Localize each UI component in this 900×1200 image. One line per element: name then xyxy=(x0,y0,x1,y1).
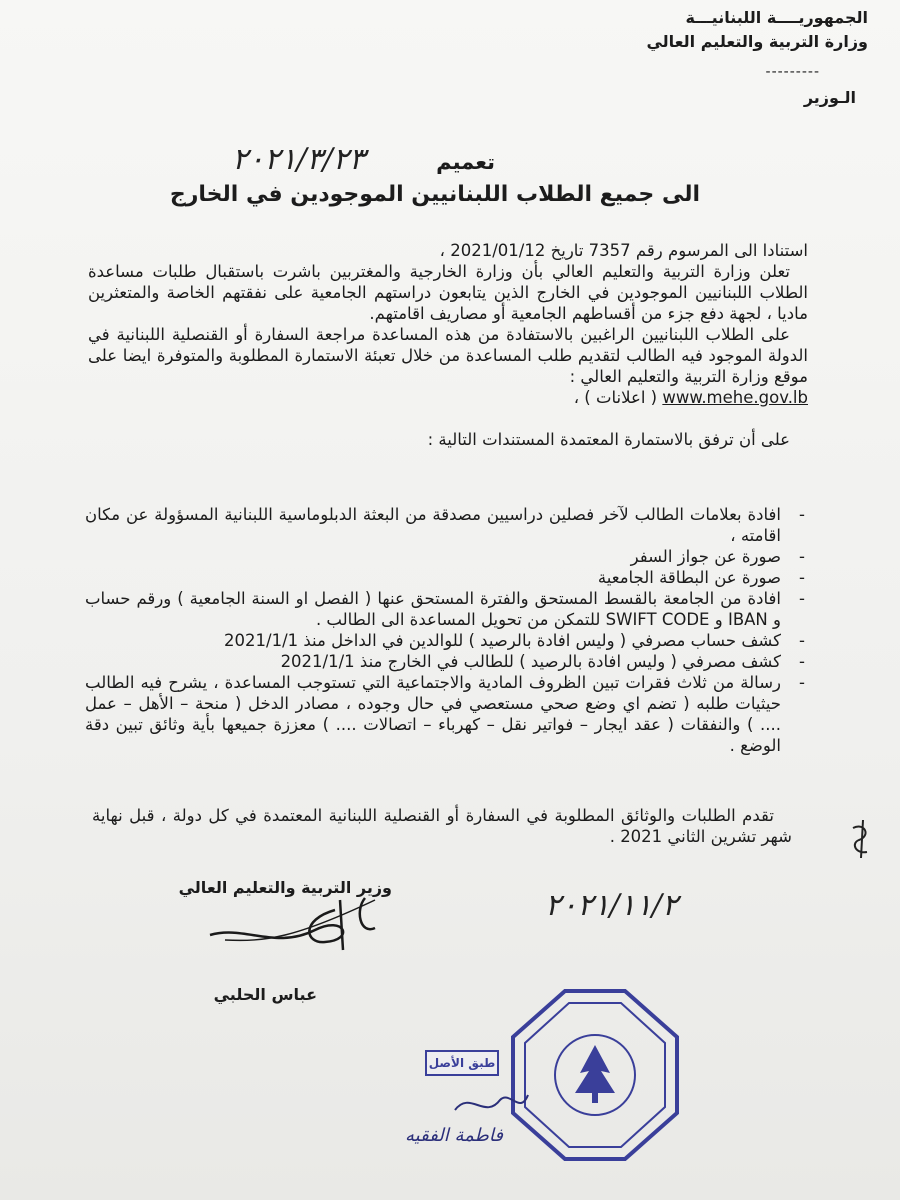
signatory-name: فاطمة الفقيه xyxy=(405,1125,503,1146)
header-divider: --------- xyxy=(765,64,820,80)
website-line xyxy=(88,387,808,408)
decree-reference: استنادا الى المرسوم رقم 7357 تاريخ 2021/01/12 ، xyxy=(439,241,808,260)
list-item: - صورة عن جواز السفر xyxy=(630,547,805,566)
list-item: - كشف مصرفي ( وليس افادة بالرصيد ) للطالب في الخارج منذ 2021/1/1 xyxy=(280,652,805,671)
handwritten-date-2: ٢٠٢١/١١/٢ xyxy=(545,888,679,923)
stamp-signature xyxy=(450,1085,530,1125)
memo-subtitle: الى جميع الطلاب اللبنانيين الموجودين في الخارج xyxy=(169,182,700,207)
submission-paragraph: تقدم الطلبات والوثائق المطلوبة في السفارة أو القنصلية اللبنانية المعتمدة في كل دولة ، قبل نهاية شهر تشرين الثاني 2021 . xyxy=(92,806,792,846)
handwritten-date: ٢٠٢١/٣/٢٣ xyxy=(232,142,366,177)
memo-body xyxy=(88,240,808,450)
minister-signature xyxy=(205,880,380,970)
minister-header: الـوزير xyxy=(803,88,856,107)
website-link[interactable]: www.mehe.gov.lb xyxy=(662,388,808,407)
list-item: - افادة من الجامعة بالقسط المستحق والفترة المستحق عنها ( الفصل او السنة الجامعية ) ورقم حساب و IBAN و SWIFT CODE للتمكن من تحويل المساعدة الى الطالب . xyxy=(85,589,805,629)
republic-header: الجمهوريــــة اللبنانيـــة xyxy=(685,8,868,27)
documents-intro: على أن ترفق بالاستمارة المعتمدة المستندات التالية : xyxy=(427,430,790,449)
ministry-header: وزارة التربية والتعليم العالي xyxy=(646,32,868,51)
list-item: - صورة عن البطاقة الجامعية xyxy=(597,568,805,587)
website-suffix: ( اعلانات ) ، xyxy=(573,388,658,407)
list-item: - كشف حساب مصرفي ( وليس افادة بالرصيد ) للوالدين في الداخل منذ 2021/1/1 xyxy=(224,631,805,650)
conform-stamp: طبق الأصل xyxy=(425,1050,499,1076)
list-item: - افادة بعلامات الطالب لآخر فصلين دراسيين مصدقة من البعثة الدبلوماسية اللبنانية المسؤولة عن مكان اقامته ، xyxy=(85,505,805,545)
official-stamp xyxy=(505,985,685,1165)
minister-title: وزير التربية والتعليم العالي xyxy=(178,878,392,897)
list-item: - رسالة من ثلاث فقرات تبين الظروف المادية والاجتماعية التي تستوجب المساعدة ، يشرح فيه الطالب حيثيات طلبه ( تضم اي وضع صحي مستعصي في حال وجوده ، مصادر الدخل ( منحة – الأهل – عمل .... ) والنفقات ( عقد ايجار – فواتير نقل – كهرباء – اتصالات .... ) معززة جميعها بأية وثائق تبين دقة الوضع . xyxy=(85,673,805,755)
minister-name: عباس الحلبي xyxy=(213,985,317,1004)
announcement-paragraph: تعلن وزارة التربية والتعليم العالي بأن وزارة الخارجية والمغتربين باشرت باستقبال طلبات مساعدة الطلاب اللبنانيين الموجودين في الخارج الذين يتابعون دراستهم الجامعية على نفقتهم الخاصة والمتعثرين ماديا ، لجهة دفع جزء من أقساطهم الجامعية أو مصاريف اقامتهم. xyxy=(88,262,808,323)
documents-list xyxy=(85,504,805,756)
instructions-paragraph: على الطلاب اللبنانيين الراغبين بالاستفادة من هذه المساعدة مراجعة السفارة أو القنصلية اللبنانية في الدولة الموجود فيه الطالب لتقديم طلب المساعدة من خلال تعبئة الاستمارة المطلوبة والمتوفرة ايضا على موقع وزارة التربية والتعليم العالي : xyxy=(88,325,808,386)
margin-initial-mark xyxy=(845,818,881,864)
memo-title: تعميم xyxy=(436,150,495,174)
